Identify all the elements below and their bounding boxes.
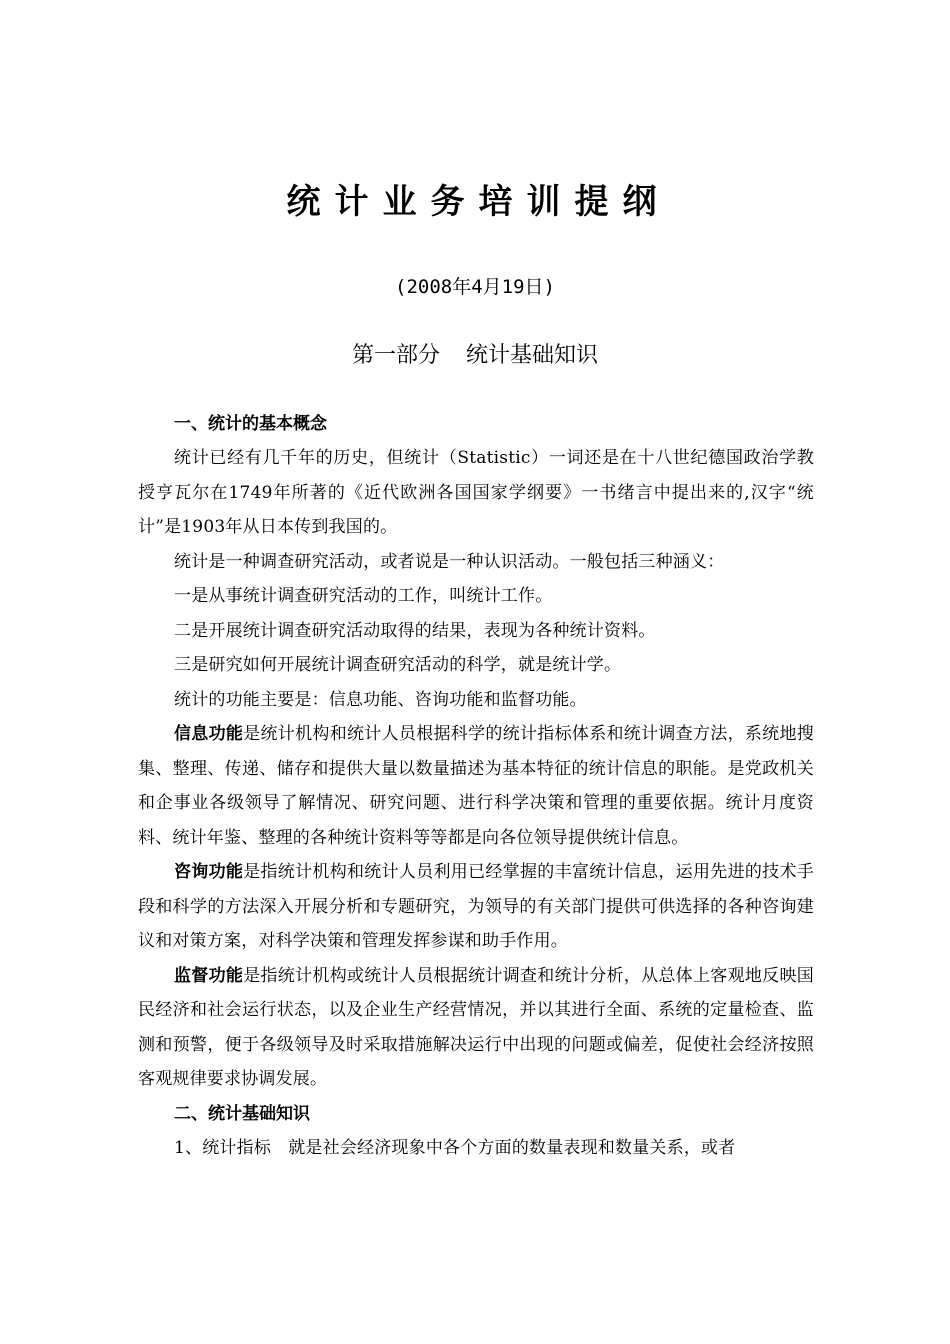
term-supervise-function: 监督功能 — [174, 965, 244, 986]
paragraph-functions: 统计的功能主要是：信息功能、咨询功能和监督功能。 — [174, 689, 587, 710]
paragraph-history: 统计已经有几千年的历史，但统计（Statistic）一词还是在十八世纪德国政治学教授亨瓦尔在1749年所著的《近代欧洲各国国家学纲要》一书绪言中提出来的,汉字“统计”是1903年从日本传到我国的。 — [138, 448, 814, 537]
paragraph-info-function — [138, 717, 814, 855]
document-title: 统计业务培训提纲 — [286, 182, 671, 222]
paragraph-meaning-1: 一是从事统计调查研究活动的工作，叫统计工作。 — [174, 586, 553, 606]
section-heading-basic-knowledge: 二、统计基础知识 — [174, 1103, 310, 1124]
term-info-function: 信息功能 — [174, 724, 244, 744]
paragraph-meaning-2: 二是开展统计调查研究活动取得的结果，表现为各种统计资料。 — [174, 620, 656, 641]
document-body — [138, 407, 814, 1165]
paragraph-consult-function — [138, 855, 814, 959]
paragraph-statistical-indicator: 1、统计指标 就是社会经济现象中各个方面的数量表现和数量关系，或者 — [174, 1137, 736, 1158]
term-consult-function: 咨询功能 — [174, 862, 244, 882]
section-heading-basic-concepts: 一、统计的基本概念 — [174, 414, 327, 434]
consult-function-text: 是指统计机构和统计人员利用已经掌握的丰富统计信息，运用先进的技术手段和科学的方法深入开展分析和专题研究，为领导的有关部门提供可供选择的各种咨询建议和对策方案，对科学决策和管理发挥参谋和助手作用。 — [138, 862, 814, 951]
part-heading — [0, 339, 950, 373]
paragraph-meaning-3: 三是研究如何开展统计调查研究活动的科学，就是统计学。 — [174, 655, 622, 675]
part-number: 第一部分 — [351, 343, 440, 368]
part-name: 统计基础知识 — [466, 343, 599, 368]
supervise-function-text: 是指统计机构或统计人员根据统计调查和统计分析，从总体上客观地反映国民经济和社会运行状态，以及企业生产经营情况，并以其进行全面、系统的定量检查、监测和预警，便于各级领导及时采取措施解决运行中出现的问题或偏差，促使社会经济按照客观规律要求协调发展。 — [138, 965, 814, 1089]
document-date: (2008年4月19日) — [395, 276, 555, 298]
paragraph-meaning: 统计是一种调查研究活动，或者说是一种认识活动。一般包括三种涵义： — [174, 551, 725, 572]
info-function-text: 是统计机构和统计人员根据科学的统计指标体系和统计调查方法，系统地搜集、整理、传递、储存和提供大量以数量描述为基本特征的统计信息的职能。是党政机关和企事业各级领导了解情况、研究问题、进行科学决策和管理的重要依据。统计月度资料、统计年鉴、整理的各种统计资料等等都是向各位领导提供统计信息。 — [138, 724, 814, 848]
paragraph-supervise-function — [138, 959, 814, 1097]
